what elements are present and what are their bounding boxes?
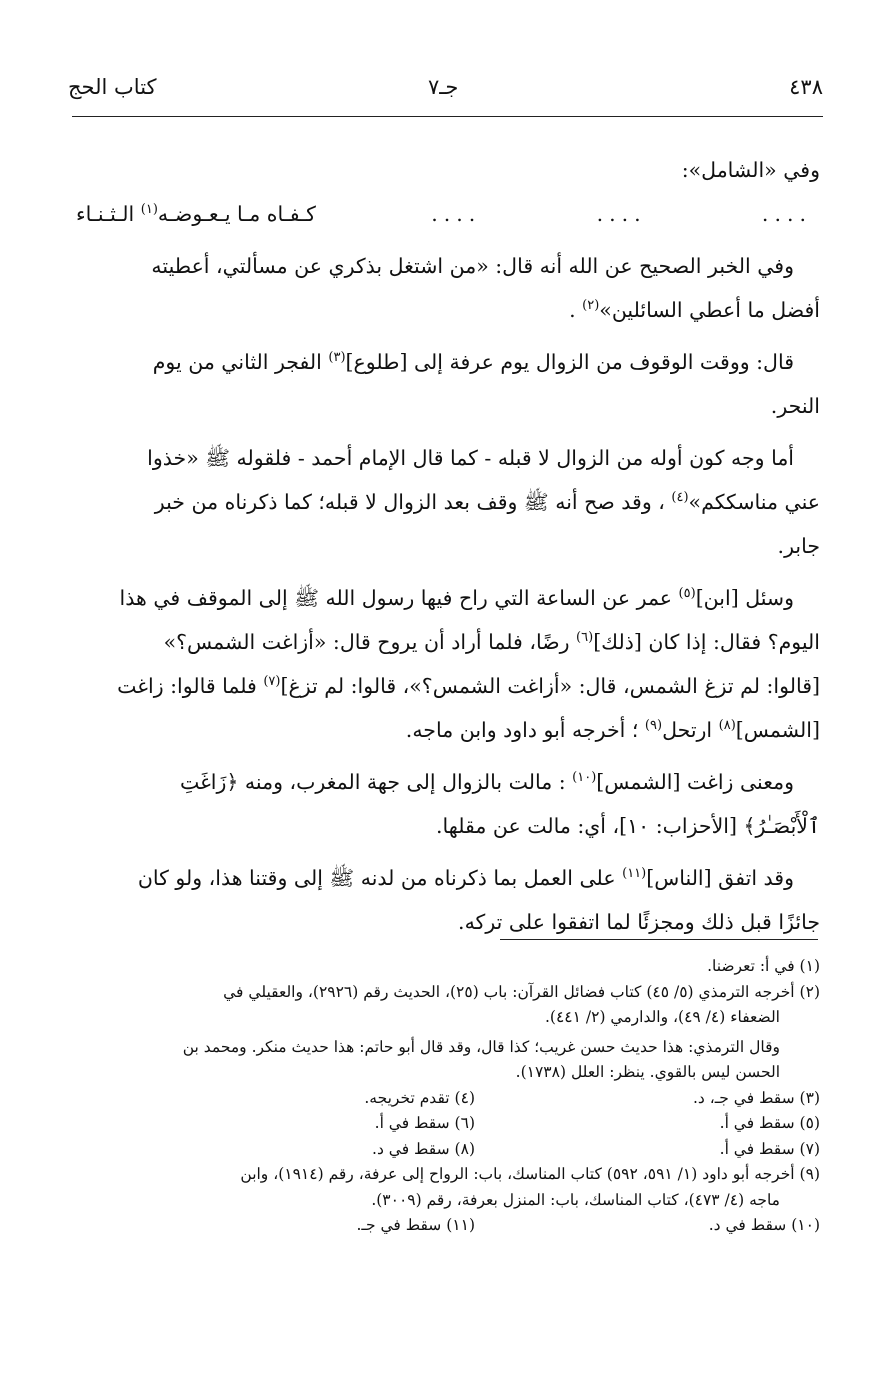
text-run: وسئل [ابن] [695, 586, 794, 610]
paragraph-line: ٱلْأَبْصَـٰرُ﴾ [الأحزاب: ١٠]، أي: مالت عن مقلها. [436, 814, 820, 838]
text-run: على العمل بما ذكرناه من لدنه ﷺ إلى وقتنا هذا، ولو كان [137, 866, 623, 890]
text-run: فلما قالوا: زاغت [117, 674, 264, 698]
text-run: عمر عن الساعة التي راح فيها رسول الله ﷺ إلى الموقف في هذا [119, 586, 679, 610]
text-run: وقد اتفق [الناس] [646, 866, 794, 890]
page-number: ٤٣٨ [789, 75, 823, 99]
text-run: : مالت بالزوال إلى جهة المغرب، ومنه ﴿زَاغَتِ [179, 770, 573, 794]
footnote-ref[interactable]: (١) [140, 202, 158, 218]
paragraph-line [72, 576, 820, 620]
footnote-divider [500, 939, 818, 940]
paragraph-line: النحر. [770, 394, 820, 418]
text-run: [الشمس] [735, 718, 820, 742]
footnote-item [72, 1162, 820, 1188]
footnote-ref[interactable]: (٣) [328, 350, 346, 366]
footnote-ref[interactable]: (٧) [263, 674, 281, 690]
verse-ellipsis: .... [596, 202, 647, 226]
footnote-row [72, 1086, 820, 1112]
header-divider [72, 116, 823, 117]
volume-label: جـ٧ [428, 75, 459, 99]
footnote-text: الضعفاء (٤/ ٤٩)، والدارمي (٢/ ٤٤١). [545, 1008, 780, 1026]
footnote-text: الحسن ليس بالقوي. ينظر: العلل (١٧٣٨). [515, 1063, 780, 1081]
footnote-item [72, 954, 820, 980]
footnote-text: في أ: تعرضنا. [707, 957, 795, 975]
footnote-number: (٦) [454, 1114, 475, 1132]
paragraph-line [72, 708, 820, 752]
paragraph-line: أما وجه كون أوله من الزوال لا قبله - كما قال الإمام أحمد - فلقوله ﷺ «خذوا [147, 446, 794, 470]
footnote-text: تقدم تخريجه. [364, 1088, 450, 1107]
text-run: قال: ووقت الوقوف من الزوال يوم عرفة إلى [طلوع] [345, 350, 794, 374]
paragraph-line [72, 340, 820, 384]
footnote-row [72, 1213, 820, 1239]
footnote-text: أخرجه الترمذي (٥/ ٤٥) كتاب فضائل القرآن: باب (٢٥)، الحديث رقم (٢٩٢٦)، والعقيلي في [223, 982, 795, 1001]
footnote-number: (٩) [799, 1165, 820, 1183]
text-run: ارتحل [662, 718, 719, 742]
footnote-number: (٥) [799, 1114, 820, 1132]
text-run: [قالوا: لم تزغ الشمس، قال: «أزاغت الشمس؟»، قالوا: لم تزغ] [280, 674, 820, 698]
verse-ellipsis: .... [431, 202, 482, 226]
footnote-text: سقط في أ. [719, 1114, 795, 1132]
footnote-text: ماجه (٤/ ٤٧٣)، كتاب المناسك، باب: المنزل بعرفة، رقم (٣٠٠٩). [371, 1190, 780, 1209]
footnote-number: (١١) [446, 1216, 475, 1234]
text-run: الفجر الثاني من يوم [152, 350, 329, 374]
footnote-ref[interactable]: (٩) [644, 718, 663, 734]
footnote-ref[interactable]: (٤) [671, 490, 689, 506]
footnote-number: (٨) [454, 1139, 475, 1158]
footnote-text: وقال الترمذي: هذا حديث حسن غريب؛ كذا قال، وقد قال أبو حاتم: هذا حديث منكر. ومحمد بن [182, 1037, 780, 1056]
footnote-ref[interactable]: (١٠) [572, 770, 597, 786]
footnote-text: سقط في جـ، د. [693, 1088, 795, 1107]
footnote-text: سقط في د. [708, 1216, 787, 1234]
text-run: . [569, 298, 583, 322]
paragraph-line: جائزًا قبل ذلك ومجزئًا لما اتفقوا على تركه. [458, 910, 820, 934]
footnote-item [72, 980, 820, 1006]
footnote-row [72, 1137, 820, 1163]
paragraph-line: وفي الخبر الصحيح عن الله أنه قال: «من اشتغل بذكري عن مسألتي، أعطيته [151, 254, 794, 278]
paragraph-line [72, 620, 820, 664]
footnote-text: أخرجه أبو داود (١/ ٥٩١، ٥٩٢) كتاب المناسك، باب: الرواح إلى عرفة، رقم (١٩١٤)، وابن [240, 1165, 795, 1183]
paragraph-line [72, 760, 820, 804]
footnote-ref[interactable]: (٢) [582, 298, 600, 314]
verse-text: الـثـنـاء [76, 202, 135, 226]
verse-ellipsis: .... [761, 202, 812, 226]
text-run: رضًا، فلما أراد أن يروح قال: «أزاغت الشمس؟» [163, 630, 577, 654]
footnotes [72, 954, 820, 1239]
footnote-ref[interactable]: (٨) [718, 718, 736, 734]
footnote-ref[interactable]: (٥) [678, 586, 696, 602]
footnote-ref[interactable]: (١١) [622, 866, 647, 882]
paragraph-line: جابر. [777, 534, 820, 558]
poetry-verse [72, 192, 820, 236]
footnote-number: (١٠) [791, 1216, 820, 1234]
text-run: اليوم؟ فقال: إذا كان [ذلك] [593, 630, 820, 654]
book-title: كتاب الحج [68, 75, 157, 99]
verse-text: كـفـاه مـا يـعـوضـه [157, 202, 316, 226]
footnote-number: (٣) [799, 1088, 820, 1107]
paragraph-line [72, 288, 820, 332]
text-run: ؛ أخرجه أبو داود وابن ماجه. [405, 718, 645, 742]
footnote-text: سقط في أ. [719, 1139, 795, 1158]
paragraph-line [72, 480, 820, 524]
text-run: ، وقد صح أنه ﷺ وقف بعد الزوال لا قبله؛ كما ذكرناه من خبر [154, 490, 672, 514]
footnote-ref[interactable]: (٦) [576, 630, 594, 646]
paragraph-shamil-intro: وفي «الشامل»: [681, 158, 820, 182]
paragraph-line [72, 664, 820, 708]
paragraph-line [72, 856, 820, 900]
footnote-number: (٤) [454, 1088, 475, 1107]
text-run: ومعنى زاغت [الشمس] [596, 770, 794, 794]
text-run: عني مناسككم» [688, 490, 820, 514]
footnote-number: (٧) [799, 1139, 820, 1158]
footnote-text: سقط في د. [372, 1139, 450, 1158]
footnote-text: سقط في أ. [374, 1114, 450, 1132]
footnote-text: سقط في جـ. [356, 1216, 442, 1234]
verse-hemistich [76, 192, 316, 236]
footnote-number: (٢) [799, 982, 820, 1001]
text-run: أفضل ما أعطي السائلين» [599, 298, 820, 322]
footnote-number: (١) [799, 957, 820, 975]
main-text [72, 148, 820, 944]
footnote-row [72, 1111, 820, 1137]
